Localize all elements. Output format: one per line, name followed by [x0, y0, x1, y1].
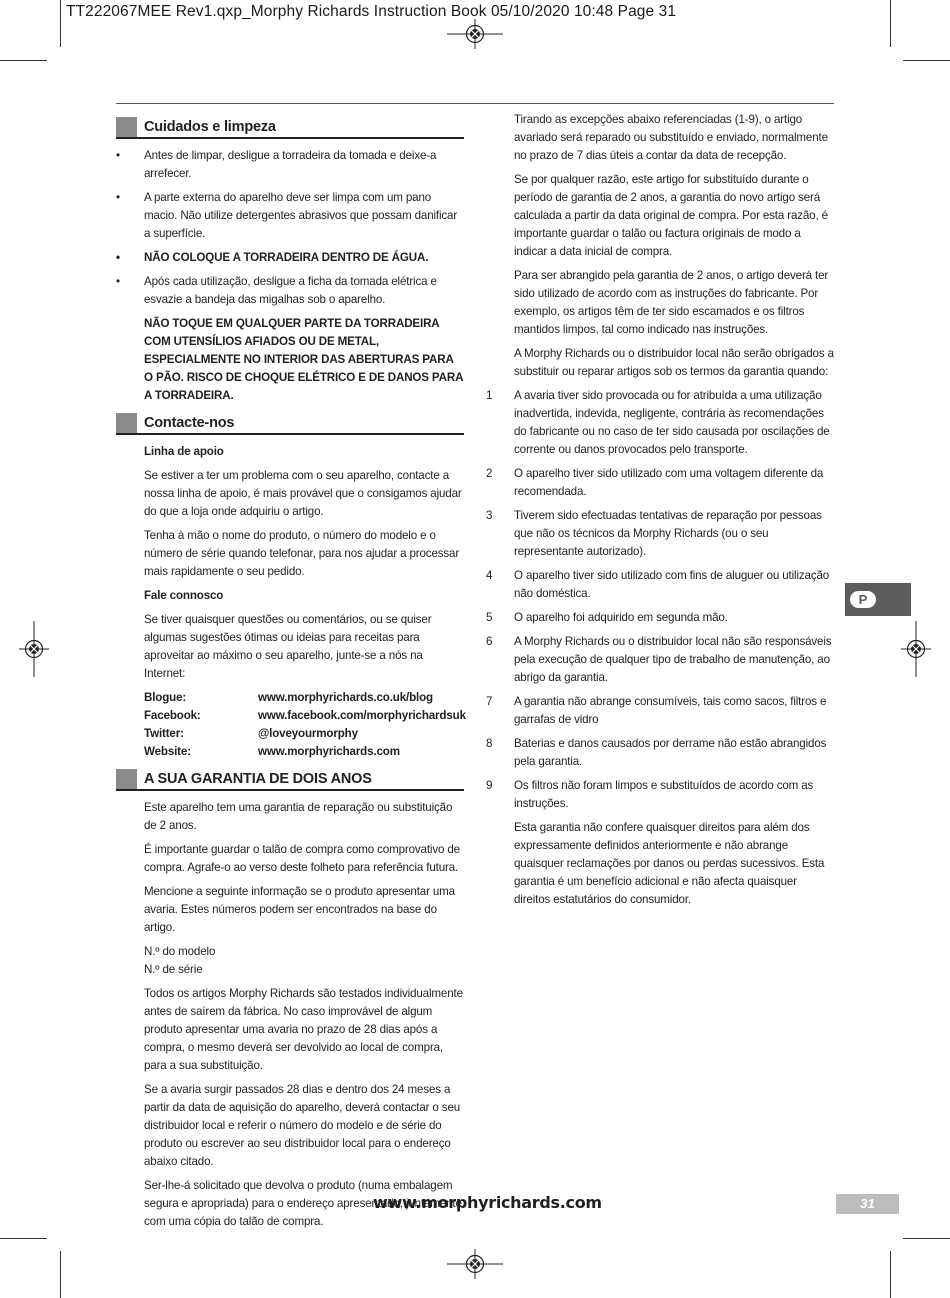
crop-mark	[903, 1238, 950, 1239]
guarantee-paragraph: Para ser abrangido pela garantia de 2 anos, o artigo deverá ter sido utilizado de acordo com as instruções do fabricante. Por exemplo, os artigos têm de ter sido escamados e os filtros mantidos limpos, tal como indicado nas instruções.	[514, 269, 829, 336]
helpline-label: Linha de apoio	[144, 445, 224, 458]
guarantee-paragraph: É importante guardar o talão de compra como comprovativo de compra. Agrafe-o ao verso deste folheto para referência futura.	[144, 843, 460, 874]
contact-link[interactable]: @loveyourmorphy	[258, 727, 358, 740]
care-bullet	[116, 273, 464, 309]
guarantee-heading	[116, 767, 464, 791]
left-column	[116, 113, 464, 1237]
contact-link[interactable]: www.morphyrichards.com	[258, 745, 400, 758]
item-number: 6	[486, 635, 493, 648]
serial-number-label: N.º de série	[144, 963, 203, 976]
contact-link[interactable]: www.morphyrichards.co.uk/blog	[258, 691, 433, 704]
crop-mark	[0, 60, 47, 61]
item-text: O aparelho tiver sido utilizado com uma voltagem diferente da recomendada.	[514, 467, 824, 498]
item-number: 9	[486, 779, 493, 792]
contact-link[interactable]: www.facebook.com/morphyrichardsuk	[258, 709, 466, 722]
language-tab-label: P	[850, 591, 876, 608]
guarantee-paragraph: Todos os artigos Morphy Richards são testados individualmente antes de saírem da fábrica. No caso improvável de algum produto apresentar uma avaria no prazo de 28 dias após a compra, o mesmo deverá ser devolvido ao local de compra, para a sua substituição.	[144, 987, 463, 1072]
heading-block	[116, 769, 137, 789]
care-bullet	[116, 249, 464, 267]
crop-mark	[903, 60, 950, 61]
footer-url: www.morphyrichards.com	[373, 1193, 602, 1212]
care-bullet-text: Antes de limpar, desligue a torradeira da tomada e deixe-a arrefecer.	[144, 149, 437, 180]
contact-row-blog	[116, 689, 464, 707]
guarantee-paragraph: Se a avaria surgir passados 28 dias e dentro dos 24 meses a partir da data de aquisição do aparelho, deverá contactar o seu distribuidor local e referir o número do modelo e de série do produto ou escrever ao seu distribuidor local para o endereço abaixo citado.	[144, 1083, 461, 1168]
crop-mark	[0, 1238, 47, 1239]
guarantee-paragraph: Se por qualquer razão, este artigo for substituído durante o período de garantia de 2 anos, a garantia do novo artigo será calculada a partir da data original de compra. Por esta razão, é importante guardar o talão ou factura originais de modo a indicar a data inicial de compra.	[514, 173, 828, 258]
item-number: 8	[486, 737, 493, 750]
bullet-mark: •	[116, 251, 120, 264]
heading-block	[116, 413, 137, 433]
top-rule	[116, 103, 834, 104]
right-column	[486, 111, 834, 915]
item-number: 7	[486, 695, 493, 708]
guarantee-paragraph: Este aparelho tem uma garantia de reparação ou substituição de 2 anos.	[144, 801, 453, 832]
guarantee-paragraph: Tirando as excepções abaixo referenciadas (1-9), o artigo avariado será reparado ou substituído e enviado, normalmente no prazo de 7 dias úteis a contar da data de recepção.	[514, 113, 828, 162]
language-tab	[845, 583, 911, 616]
item-number: 1	[486, 389, 493, 402]
helpline-paragraph: Se estiver a ter um problema com o seu aparelho, contacte a nossa linha de apoio, é mais provável que o consigamos ajudar do que a loja onde adquiriu o artigo.	[144, 469, 462, 518]
registration-mark-icon	[19, 621, 49, 677]
item-text: A avaria tiver sido provocada ou for atribuída a uma utilização inadvertida, indevida, negligente, contrária às recomendações do fabricante ou no caso de ter sido causada por oscilações de corrente ou danos provocados pelo transporte.	[514, 389, 830, 456]
model-number-label: N.º do modelo	[144, 945, 216, 958]
care-bullet	[116, 147, 464, 183]
item-text: A garantia não abrange consumíveis, tais como sacos, filtros e garrafas de vidro	[514, 695, 827, 726]
exclusion-item	[486, 387, 834, 459]
contact-row-website	[116, 743, 464, 761]
item-number: 2	[486, 467, 493, 480]
guarantee-paragraph: A Morphy Richards ou o distribuidor local não serão obrigados a substituir ou reparar artigos sob os termos da garantia quando:	[514, 347, 834, 378]
closing-paragraph: Esta garantia não confere quaisquer direitos para além dos expressamente definidos anteriormente e não abrange quaisquer reclamações por danos ou perdas sucessivos. Esta garantia é um benefício adicional e não afecta quaisquer direitos estatutários do consumidor.	[514, 821, 825, 906]
care-heading	[116, 115, 464, 139]
contact-label: Twitter:	[144, 727, 184, 740]
item-text: Tiverem sido efectuadas tentativas de reparação por pessoas que não os técnicos da Morphy Richards (ou o seu representante autorizado).	[514, 509, 822, 558]
talk-paragraph: Se tiver quaisquer questões ou comentários, ou se quiser algumas sugestões ótimas ou ideias para receitas para aproveitar ao máximo o seu aparelho, junte-se a nós na Internet:	[144, 613, 432, 680]
item-number: 5	[486, 611, 493, 624]
page-number: 31	[836, 1194, 899, 1214]
contact-heading	[116, 411, 464, 435]
care-warning: NÃO TOQUE EM QUALQUER PARTE DA TORRADEIRA COM UTENSÍLIOS AFIADOS OU DE METAL, ESPECIALMENTE NO INTERIOR DAS ABERTURAS PARA O PÃO. RISCO DE CHOQUE ELÉTRICO E DE DANOS PARA A TORRADEIRA.	[144, 317, 463, 402]
bullet-mark: •	[116, 149, 120, 162]
print-slug: TT222067MEE Rev1.qxp_Morphy Richards Instruction Book 05/10/2020 10:48 Page 31	[66, 3, 677, 20]
item-text: A Morphy Richards ou o distribuidor local não são responsáveis pela execução de qualquer tipo de trabalho de manutenção, ao abrigo da garantia.	[514, 635, 832, 684]
contact-heading-text: Contacte-nos	[144, 415, 235, 431]
exclusion-item	[486, 693, 834, 729]
exclusion-item	[486, 507, 834, 561]
exclusion-item	[486, 465, 834, 501]
item-text: O aparelho tiver sido utilizado com fins de aluguer ou utilização não doméstica.	[514, 569, 830, 600]
guarantee-paragraph: Mencione a seguinte informação se o produto apresentar uma avaria. Estes números podem ser encontrados na base do artigo.	[144, 885, 455, 934]
guarantee-paragraph: Ser-lhe-á solicitado que devolva o produto (numa embalagem segura e apropriada) para o endereço apresentado, juntamente com uma cópia do talão de compra.	[144, 1179, 462, 1228]
exclusion-item	[486, 609, 834, 627]
care-bullet-text: Após cada utilização, desligue a ficha da tomada elétrica e esvazie a bandeja das migalhas sob o aparelho.	[144, 275, 437, 306]
care-bullet-text: NÃO COLOQUE A TORRADEIRA DENTRO DE ÁGUA.	[144, 251, 429, 264]
item-text: Os filtros não foram limpos e substituídos de acordo com as instruções.	[514, 779, 814, 810]
registration-mark-icon	[447, 1249, 503, 1279]
exclusion-item	[486, 567, 834, 603]
contact-row-twitter	[116, 725, 464, 743]
exclusion-item	[486, 633, 834, 687]
crop-mark	[890, 0, 891, 47]
item-number: 3	[486, 509, 493, 522]
contact-label: Facebook:	[144, 709, 201, 722]
exclusion-item	[486, 777, 834, 813]
item-text: Baterias e danos causados por derrame não estão abrangidos pela garantia.	[514, 737, 827, 768]
care-bullet	[116, 189, 464, 243]
helpline-paragraph: Tenha à mão o nome do produto, o número do modelo e o número de série quando telefonar, para nos ajudar a processar mais rapidamente o seu pedido.	[144, 529, 460, 578]
bullet-mark: •	[116, 275, 120, 288]
crop-mark	[60, 0, 61, 47]
contact-label: Blogue:	[144, 691, 187, 704]
contact-row-facebook	[116, 707, 464, 725]
crop-mark	[890, 1251, 891, 1298]
heading-block	[116, 117, 137, 137]
guarantee-heading-text: A SUA GARANTIA DE DOIS ANOS	[144, 771, 372, 787]
item-text: O aparelho foi adquirido em segunda mão.	[514, 611, 728, 624]
contact-label: Website:	[144, 745, 191, 758]
exclusion-item	[486, 735, 834, 771]
bullet-mark: •	[116, 191, 120, 204]
crop-mark	[60, 1251, 61, 1298]
talk-label: Fale connosco	[144, 589, 224, 602]
care-bullet-text: A parte externa do aparelho deve ser limpa com um pano macio. Não utilize detergentes abrasivos que possam danificar a superfície.	[144, 191, 458, 240]
registration-mark-icon	[447, 19, 503, 49]
item-number: 4	[486, 569, 493, 582]
care-heading-text: Cuidados e limpeza	[144, 119, 276, 135]
registration-mark-icon	[901, 621, 931, 677]
